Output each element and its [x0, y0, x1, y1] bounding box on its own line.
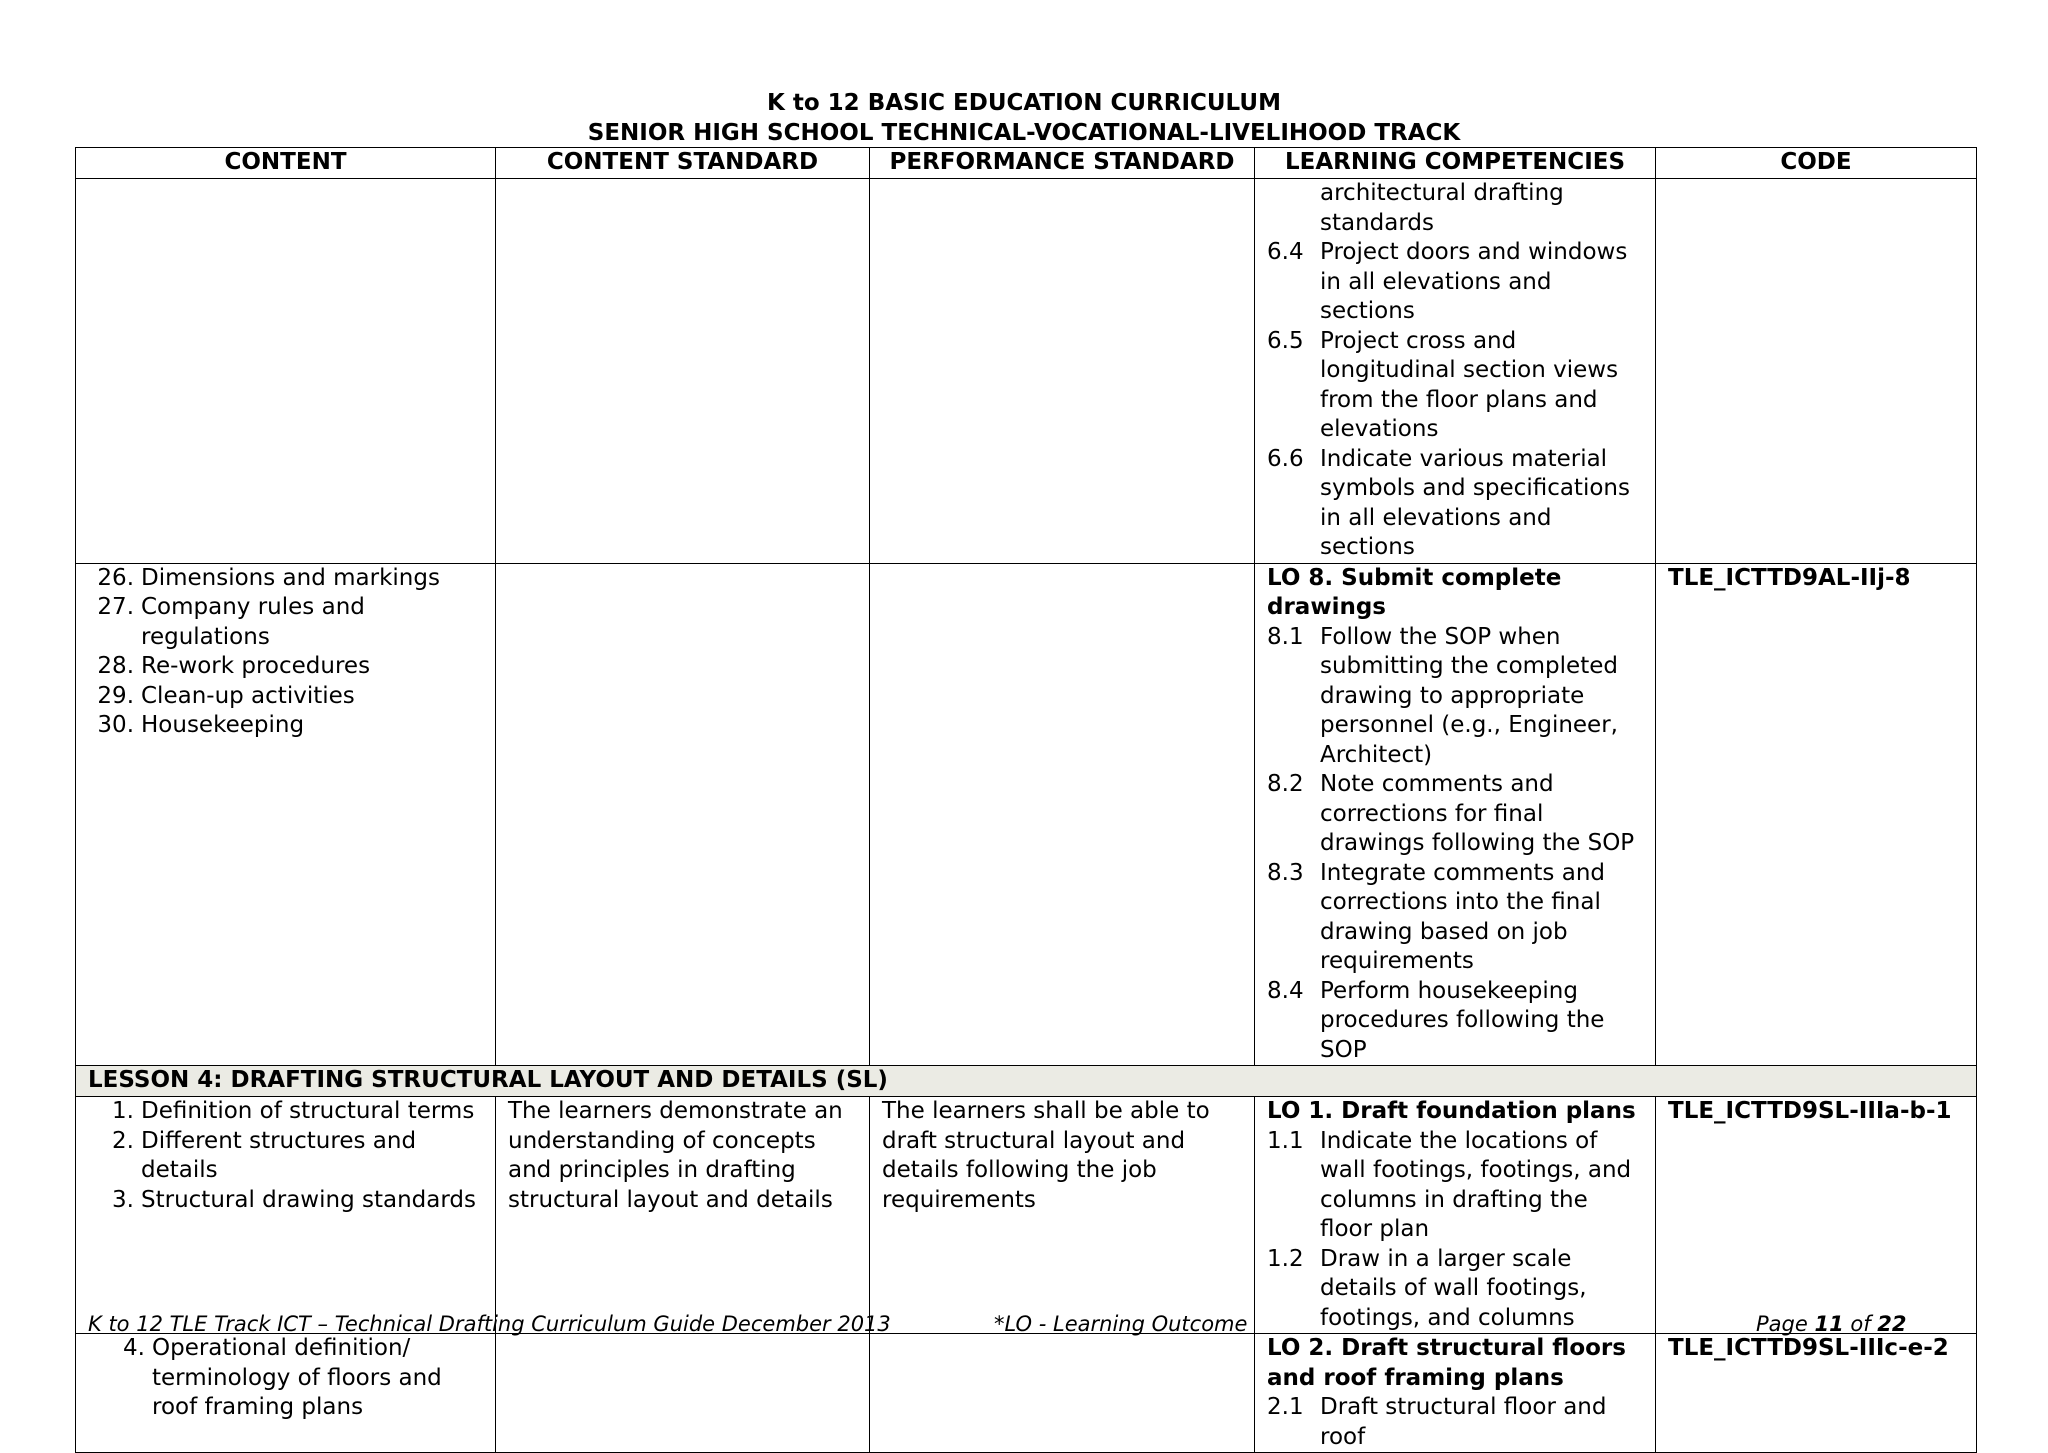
list-text: Housekeeping: [141, 712, 305, 738]
content-list: [88, 1097, 485, 1215]
list-item: [88, 564, 485, 594]
footer-legend: *LO - Learning Outcome: [994, 1312, 1248, 1336]
code-cell: TLE_ICTTD9SL-IIIc-e-2: [1656, 1334, 1977, 1453]
list-text: Definition of structural terms: [141, 1098, 475, 1124]
list-item: [88, 1127, 485, 1186]
code-cell: TLE_ICTTD9AL-IIj-8: [1656, 563, 1977, 1066]
learning-outcome-heading: LO 1. Draft foundation plans: [1267, 1098, 1636, 1124]
competency-number: 6.4: [1267, 239, 1304, 265]
list-number: 2.: [112, 1127, 134, 1154]
content-standard-cell: The learners demonstrate an understanding of concepts and principles in drafting structural layout and details: [496, 1097, 870, 1334]
competency-text: Indicate the locations of wall footings, footings, and columns in drafting the floor plan: [1320, 1127, 1632, 1242]
list-number: 29.: [97, 682, 134, 709]
table-row: [76, 1334, 1977, 1453]
learning-competencies-cell: [1255, 179, 1656, 564]
column-header-performance-standard: PERFORMANCE STANDARD: [870, 148, 1255, 179]
competency-number: 8.4: [1267, 977, 1304, 1004]
competency-item: [1267, 238, 1645, 327]
competency-number: 8.3: [1267, 859, 1304, 886]
list-text: Operational definition/ terminology of floors and roof framing plans: [152, 1335, 442, 1420]
code-cell: [1656, 179, 1977, 564]
competency-text: Note comments and corrections for final drawings following the SOP: [1320, 771, 1635, 856]
performance-standard-cell: [870, 179, 1255, 564]
list-number: 30.: [97, 712, 134, 738]
list-number: 4.: [123, 1335, 145, 1361]
footer-document-title: K to 12 TLE Track ICT – Technical Drafting Curriculum Guide December 2013: [88, 1312, 891, 1336]
list-number: 26.: [97, 564, 134, 591]
competency-number: 2.1: [1267, 1394, 1304, 1420]
table-row: [76, 1097, 1977, 1334]
list-text: Company rules and regulations: [141, 594, 365, 650]
content-cell: [76, 1097, 496, 1334]
lesson-row: [76, 1066, 1977, 1097]
table-row: [76, 563, 1977, 1066]
column-header-content: CONTENT: [76, 148, 496, 179]
learning-competencies-cell: [1255, 1334, 1656, 1453]
competency-text: Follow the SOP when submitting the completed drawing to appropriate personnel (e.g., Engineer, Architect): [1320, 623, 1618, 768]
competency-text: Project cross and longitudinal section views from the floor plans and elevations: [1320, 327, 1619, 442]
content-list: [88, 1334, 485, 1423]
learning-outcome-heading: LO 2. Draft structural floors and roof framing plans: [1267, 1335, 1626, 1391]
competency-number: 6.5: [1267, 327, 1304, 354]
competency-number: 1.1: [1267, 1127, 1304, 1154]
competency-continuation: architectural drafting: [1320, 180, 1564, 206]
table-header-row: [76, 148, 1977, 179]
list-item: [88, 652, 485, 682]
competency-number: 1.2: [1267, 1245, 1304, 1272]
list-number: 28.: [97, 653, 134, 679]
learning-competencies-cell: [1255, 563, 1656, 1066]
competency-item: [1267, 623, 1645, 771]
competency-continuation: standards: [1320, 209, 1435, 236]
column-header-content-standard: CONTENT STANDARD: [496, 148, 870, 179]
page-total: 22: [1877, 1312, 1907, 1336]
performance-standard-cell: [870, 1334, 1255, 1453]
content-cell: [76, 1334, 496, 1453]
column-header-code: CODE: [1656, 148, 1977, 179]
list-item: [88, 1334, 485, 1423]
code-cell: TLE_ICTTD9SL-IIIa-b-1: [1656, 1097, 1977, 1334]
list-item: [88, 593, 485, 652]
page-number: [1756, 1310, 1907, 1338]
document-subtitle: SENIOR HIGH SCHOOL TECHNICAL-VOCATIONAL-LIVELIHOOD TRACK: [587, 120, 1461, 146]
page-prefix: Page: [1756, 1312, 1815, 1336]
competency-item: [1267, 770, 1645, 859]
competency-number: 8.1: [1267, 623, 1304, 650]
list-text: Different structures and details: [141, 1127, 417, 1183]
competency-item: [1267, 1393, 1645, 1452]
content-cell: [76, 563, 496, 1066]
list-number: 27.: [97, 594, 134, 620]
competency-text: Indicate various material symbols and specifications in all elevations and sections: [1320, 445, 1630, 560]
column-header-learning-competencies: LEARNING COMPETENCIES: [1255, 148, 1656, 179]
content-standard-cell: [496, 179, 870, 564]
list-number: 3.: [112, 1186, 134, 1213]
competency-number: 8.2: [1267, 771, 1304, 797]
competency-text: Integrate comments and corrections into the final drawing based on job requirements: [1320, 859, 1605, 974]
list-item: [88, 1186, 485, 1216]
learning-competencies-cell: [1255, 1097, 1656, 1334]
page-current: 11: [1814, 1312, 1844, 1336]
competency-item: [1267, 327, 1645, 445]
competency-number: 6.6: [1267, 445, 1304, 472]
learning-outcome-heading: LO 8. Submit complete drawings: [1267, 564, 1562, 620]
list-text: Dimensions and markings: [141, 564, 440, 591]
content-standard-cell: [496, 563, 870, 1066]
list-text: Structural drawing standards: [141, 1186, 476, 1213]
list-text: Clean-up activities: [141, 682, 355, 709]
list-item: [88, 682, 485, 712]
page-of: of: [1843, 1312, 1878, 1336]
lesson-heading: LESSON 4: DRAFTING STRUCTURAL LAYOUT AND DETAILS (SL): [76, 1066, 1977, 1097]
competency-text: Perform housekeeping procedures following the SOP: [1320, 977, 1605, 1063]
list-item: [88, 711, 485, 741]
table-row: [76, 179, 1977, 564]
competency-item: [1267, 1127, 1645, 1245]
curriculum-table: [75, 147, 1977, 1453]
competency-item: [1267, 859, 1645, 977]
competency-item: [1267, 1245, 1645, 1334]
performance-standard-cell: [870, 563, 1255, 1066]
competency-item: [1267, 445, 1645, 563]
list-number: 1.: [112, 1098, 134, 1124]
performance-standard-cell: The learners shall be able to draft structural layout and details following the job requirements: [870, 1097, 1255, 1334]
competency-text: Project doors and windows in all elevations and sections: [1320, 239, 1628, 324]
competency-item: [1267, 977, 1645, 1066]
content-cell: [76, 179, 496, 564]
competency-text: Draft structural floor and roof: [1320, 1394, 1607, 1450]
competency-text: Draw in a larger scale details of wall footings, footings, and columns: [1320, 1245, 1587, 1331]
list-text: Re-work procedures: [141, 653, 371, 679]
content-list: [88, 564, 485, 741]
document-title: K to 12 BASIC EDUCATION CURRICULUM: [767, 90, 1281, 116]
list-item: [88, 1097, 485, 1127]
content-standard-cell: [496, 1334, 870, 1453]
